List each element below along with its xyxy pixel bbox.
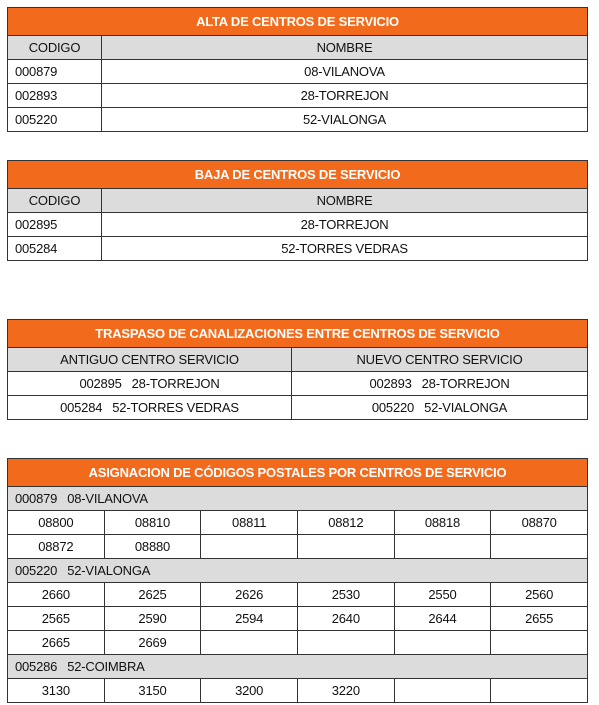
traspaso-header-antiguo: ANTIGUO CENTRO SERVICIO <box>8 348 292 372</box>
postal-code: 2550 <box>394 583 491 607</box>
table-row <box>8 84 588 108</box>
center-code: 002893 <box>369 376 412 391</box>
postal-code: 2625 <box>104 583 201 607</box>
traspaso-title: TRASPASO DE CANALIZACIONES ENTRE CENTROS DE SERVICIO <box>8 320 588 348</box>
postal-code: 2594 <box>201 607 298 631</box>
center-name: 28-TORREJON <box>131 376 220 391</box>
table-row <box>8 396 588 420</box>
postal-code: 2640 <box>297 607 394 631</box>
alta-header-codigo: CODIGO <box>8 36 102 60</box>
alta-name: 52-VIALONGA <box>102 108 588 132</box>
postal-code: 08872 <box>8 535 105 559</box>
table-row <box>8 583 588 607</box>
group-header <box>8 559 588 583</box>
baja-name: 52-TORRES VEDRAS <box>102 237 588 261</box>
table-row <box>8 108 588 132</box>
center-code: 005220 <box>371 400 415 415</box>
alta-code: 005220 <box>8 108 102 132</box>
table-row <box>8 213 588 237</box>
table-row <box>8 607 588 631</box>
asignacion-title: ASIGNACION DE CÓDIGOS POSTALES POR CENTROS DE SERVICIO <box>8 459 588 487</box>
baja-table <box>7 160 588 261</box>
postal-code: 2590 <box>104 607 201 631</box>
asignacion-table <box>7 458 588 703</box>
center-name: 52-VIALONGA <box>424 400 508 415</box>
traspaso-new-center <box>292 372 588 396</box>
center-name: 08-VILANOVA <box>67 491 148 506</box>
postal-code: 2560 <box>491 583 588 607</box>
center-code: 002895 <box>79 376 122 391</box>
center-name: 52-VIALONGA <box>67 563 151 578</box>
traspaso-old-center <box>8 372 292 396</box>
postal-code: 3200 <box>201 679 298 703</box>
postal-code: 08800 <box>8 511 105 535</box>
baja-header-codigo: CODIGO <box>8 189 102 213</box>
center-code: 005220 <box>15 563 58 578</box>
postal-code: 08812 <box>297 511 394 535</box>
table-row <box>8 372 588 396</box>
alta-code: 002893 <box>8 84 102 108</box>
table-row <box>8 237 588 261</box>
group-header <box>8 655 588 679</box>
postal-code: 08870 <box>491 511 588 535</box>
postal-code <box>201 631 298 655</box>
baja-title: BAJA DE CENTROS DE SERVICIO <box>8 161 588 189</box>
postal-code <box>201 535 298 559</box>
postal-code: 08880 <box>104 535 201 559</box>
alta-header-nombre: NOMBRE <box>102 36 588 60</box>
postal-code <box>491 535 588 559</box>
center-code: 000879 <box>15 491 58 506</box>
postal-code: 3220 <box>297 679 394 703</box>
table-row <box>8 679 588 703</box>
traspaso-new-center <box>292 396 588 420</box>
baja-code: 005284 <box>8 237 102 261</box>
postal-code: 2665 <box>8 631 105 655</box>
postal-code: 3130 <box>8 679 105 703</box>
traspaso-table <box>7 319 588 420</box>
baja-code: 002895 <box>8 213 102 237</box>
alta-title: ALTA DE CENTROS DE SERVICIO <box>8 8 588 36</box>
center-code: 005284 <box>60 400 103 415</box>
traspaso-header-nuevo: NUEVO CENTRO SERVICIO <box>292 348 588 372</box>
postal-code: 08810 <box>104 511 201 535</box>
baja-header-nombre: NOMBRE <box>102 189 588 213</box>
postal-code <box>491 679 588 703</box>
table-row <box>8 60 588 84</box>
postal-code: 2644 <box>394 607 491 631</box>
alta-name: 28-TORREJON <box>102 84 588 108</box>
postal-code <box>491 631 588 655</box>
postal-code: 2530 <box>297 583 394 607</box>
postal-code <box>297 631 394 655</box>
group-header <box>8 487 588 511</box>
postal-code: 08811 <box>201 511 298 535</box>
table-row <box>8 631 588 655</box>
center-name: 52-COIMBRA <box>67 659 145 674</box>
alta-name: 08-VILANOVA <box>102 60 588 84</box>
baja-name: 28-TORREJON <box>102 213 588 237</box>
postal-code: 2669 <box>104 631 201 655</box>
alta-code: 000879 <box>8 60 102 84</box>
postal-code: 08818 <box>394 511 491 535</box>
postal-code: 2660 <box>8 583 105 607</box>
center-name: 28-TORREJON <box>421 376 510 391</box>
postal-code: 2626 <box>201 583 298 607</box>
table-row <box>8 535 588 559</box>
alta-table <box>7 7 588 132</box>
postal-code <box>394 679 491 703</box>
postal-code <box>297 535 394 559</box>
traspaso-old-center <box>8 396 292 420</box>
table-row <box>8 511 588 535</box>
center-code: 005286 <box>15 659 58 674</box>
postal-code <box>394 631 491 655</box>
postal-code: 3150 <box>104 679 201 703</box>
postal-code <box>394 535 491 559</box>
postal-code: 2565 <box>8 607 105 631</box>
postal-code: 2655 <box>491 607 588 631</box>
center-name: 52-TORRES VEDRAS <box>112 400 239 415</box>
